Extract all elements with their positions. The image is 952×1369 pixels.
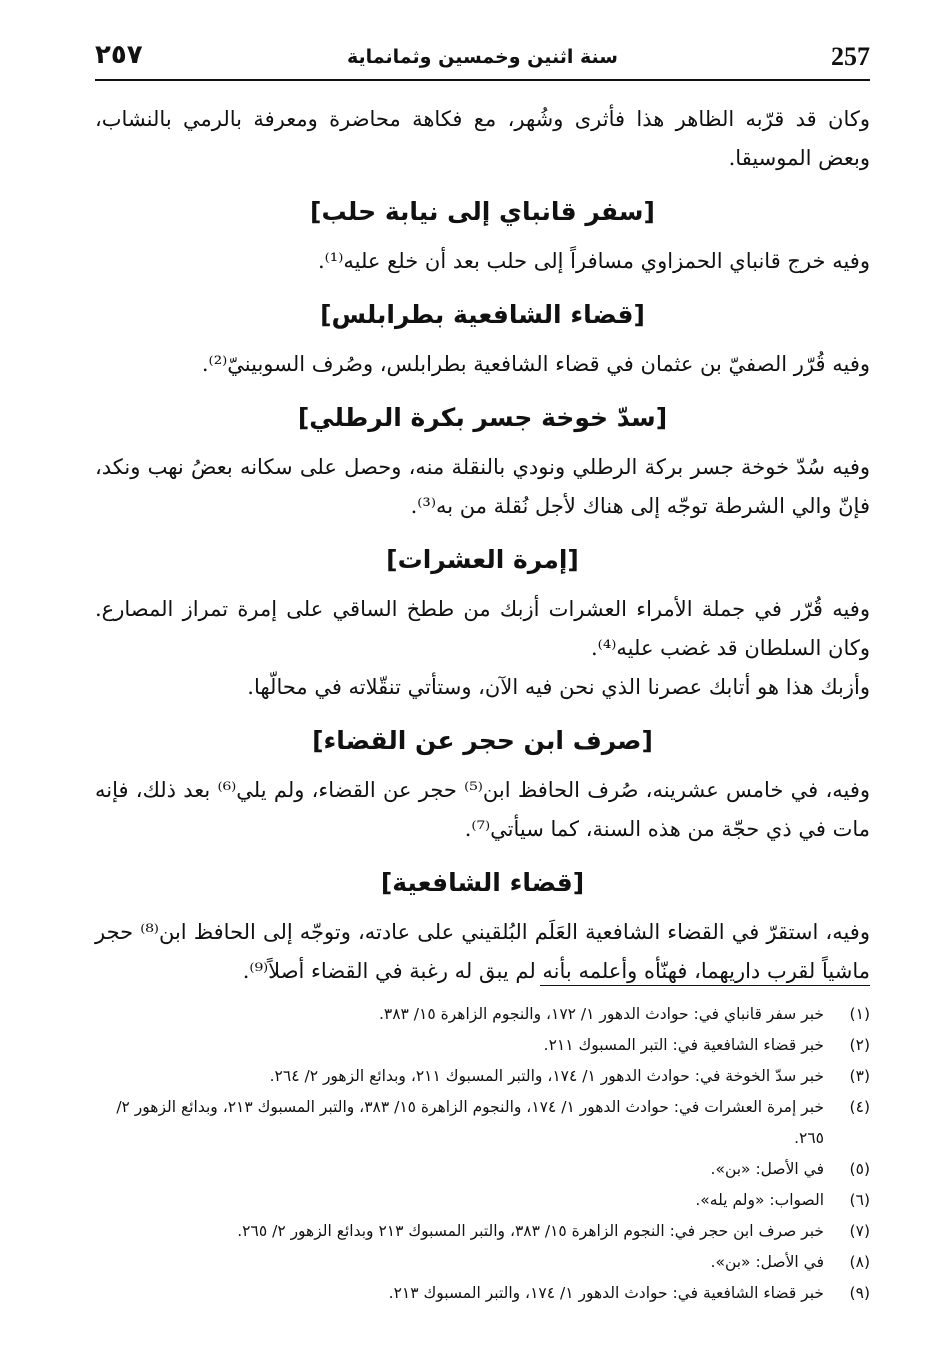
intro-paragraph: وكان قد قرّبه الظاهر هذا فأثرى وشُهر، مع فكاهة محاضرة ومعرفة بالرمي بالنشاب، وبعض الموسيقا. — [95, 107, 870, 170]
footnote-text: خبر سدّ الخوخة في: حوادث الدهور ١/ ١٧٤، والتبر المسبوك ٢١١، وبدائع الزهور ٢/ ٢٦٤. — [269, 1067, 824, 1085]
footnote-text: خبر إمرة العشرات في: حوادث الدهور ١/ ١٧٤، والنجوم الزاهرة ١٥/ ٣٨٣، والتبر المسبوك ٢١٣، وبدائع الزهور ٢/ ٢٦٥. — [116, 1098, 824, 1147]
section-safar-qanbay — [95, 190, 870, 281]
main-text — [95, 100, 870, 991]
footnote-number: (٧) — [849, 1222, 870, 1240]
footnote — [95, 1030, 870, 1061]
section-qada-tarabulus — [95, 293, 870, 384]
footnote-text: الصواب: «ولم يله». — [695, 1191, 824, 1209]
section-title: [قضاء الشافعية] — [380, 868, 585, 897]
footnote-number: (٩) — [849, 1284, 870, 1302]
footnote-number: (٨) — [849, 1253, 870, 1271]
footnote — [95, 1061, 870, 1092]
footnote-text: في الأصل: «بن». — [710, 1253, 824, 1271]
footnote-number: (٢) — [849, 1036, 870, 1054]
page-number-latin: 257 — [831, 42, 870, 71]
footnote-text: خبر قضاء الشافعية في: التبر المسبوك ٢١١. — [543, 1036, 824, 1054]
footnote — [95, 1247, 870, 1278]
footnote-list — [95, 999, 870, 1309]
footnote-text: في الأصل: «بن». — [710, 1160, 824, 1178]
section-sarf-ibn-hajar — [95, 719, 870, 849]
section-qada-shafiiyya — [95, 861, 870, 991]
footnote — [95, 1278, 870, 1309]
section-paragraph: وفيه سُدّ خوخة جسر بركة الرطلي ونودي بالنقلة منه، وحصل على سكانه بعضُ نهب ونكد، فإنّ والي الشرطة توجّه إلى هناك لأجل نُقلة من به⁽³⁾. — [95, 455, 870, 518]
footnote-text: خبر سفر قانباي في: حوادث الدهور ١/ ١٧٢، والنجوم الزاهرة ١٥/ ٣٨٣. — [378, 1005, 824, 1023]
section-title: [سفر قانباي إلى نيابة حلب] — [310, 197, 655, 226]
section-paragraph: وأزبك هذا هو أتابك عصرنا الذي نحن فيه الآن، وستأتي تنقّلاته في محالّها. — [247, 675, 870, 699]
footnote-number: (١) — [849, 1005, 870, 1023]
section-paragraph: وفيه قُرّر الصفيّ بن عثمان في قضاء الشافعية بطرابلس، وصُرف السوبينيّ⁽²⁾. — [201, 352, 870, 376]
footnote — [95, 999, 870, 1030]
page-number-arabic: ٢٥٧ — [95, 40, 143, 70]
footnote-number: (٦) — [849, 1191, 870, 1209]
section-paragraph: وفيه، في خامس عشرينه، صُرف الحافظ ابن⁽⁵⁾ حجر عن القضاء، ولم يلي⁽⁶⁾ بعد ذلك، فإنه مات في ذي حجّة من هذه السنة، كما سيأتي⁽⁷⁾. — [95, 778, 871, 841]
section-paragraph: وفيه، استقرّ في القضاء الشافعية العَلَم البُلقيني على عادته، وتوجّه إلى الحافظ ابن⁽⁸⁾ حجر ماشياً لقرب داريهما، فهنّأه وأعلمه بأنه لم يبق له رغبة في القضاء أصلاً⁽⁹⁾. — [95, 920, 870, 983]
section-sadd-khawkha — [95, 396, 870, 526]
footnote-number: (٥) — [849, 1160, 870, 1178]
page-header — [95, 38, 870, 82]
footnote — [95, 1154, 870, 1185]
header-rule — [95, 79, 870, 81]
section-title: [صرف ابن حجر عن القضاء] — [312, 726, 653, 755]
footnote-text: خبر قضاء الشافعية في: حوادث الدهور ١/ ١٧٤، والتبر المسبوك ٢١٣. — [388, 1284, 824, 1302]
section-imrat-al-asharat — [95, 538, 870, 707]
section-paragraph: وفيه خرج قانباي الحمزاوي مسافراً إلى حلب بعد أن خلع عليه⁽¹⁾. — [317, 249, 870, 273]
section-title: [سدّ خوخة جسر بكرة الرطلي] — [297, 403, 668, 432]
footnote-rule — [540, 985, 870, 986]
footnote — [95, 1092, 870, 1154]
section-title: [إمرة العشرات] — [386, 545, 579, 574]
section-paragraph: وفيه قُرّر في جملة الأمراء العشرات أزبك من ططخ الساقي على إمرة تمراز المصارع. وكان السلطان قد غضب عليه⁽⁴⁾. — [95, 597, 870, 660]
footnote — [95, 1216, 870, 1247]
footnote-text: خبر صرف ابن حجر في: النجوم الزاهرة ١٥/ ٣٨٣، والتبر المسبوك ٢١٣ وبدائع الزهور ٢/ ٢٦٥. — [237, 1222, 824, 1240]
section-title: [قضاء الشافعية بطرابلس] — [320, 300, 645, 329]
footnote-number: (٣) — [849, 1067, 870, 1085]
running-title: سنة اثنين وخمسين وثمانماية — [347, 46, 618, 68]
footnote-number: (٤) — [849, 1098, 870, 1116]
footnote — [95, 1185, 870, 1216]
